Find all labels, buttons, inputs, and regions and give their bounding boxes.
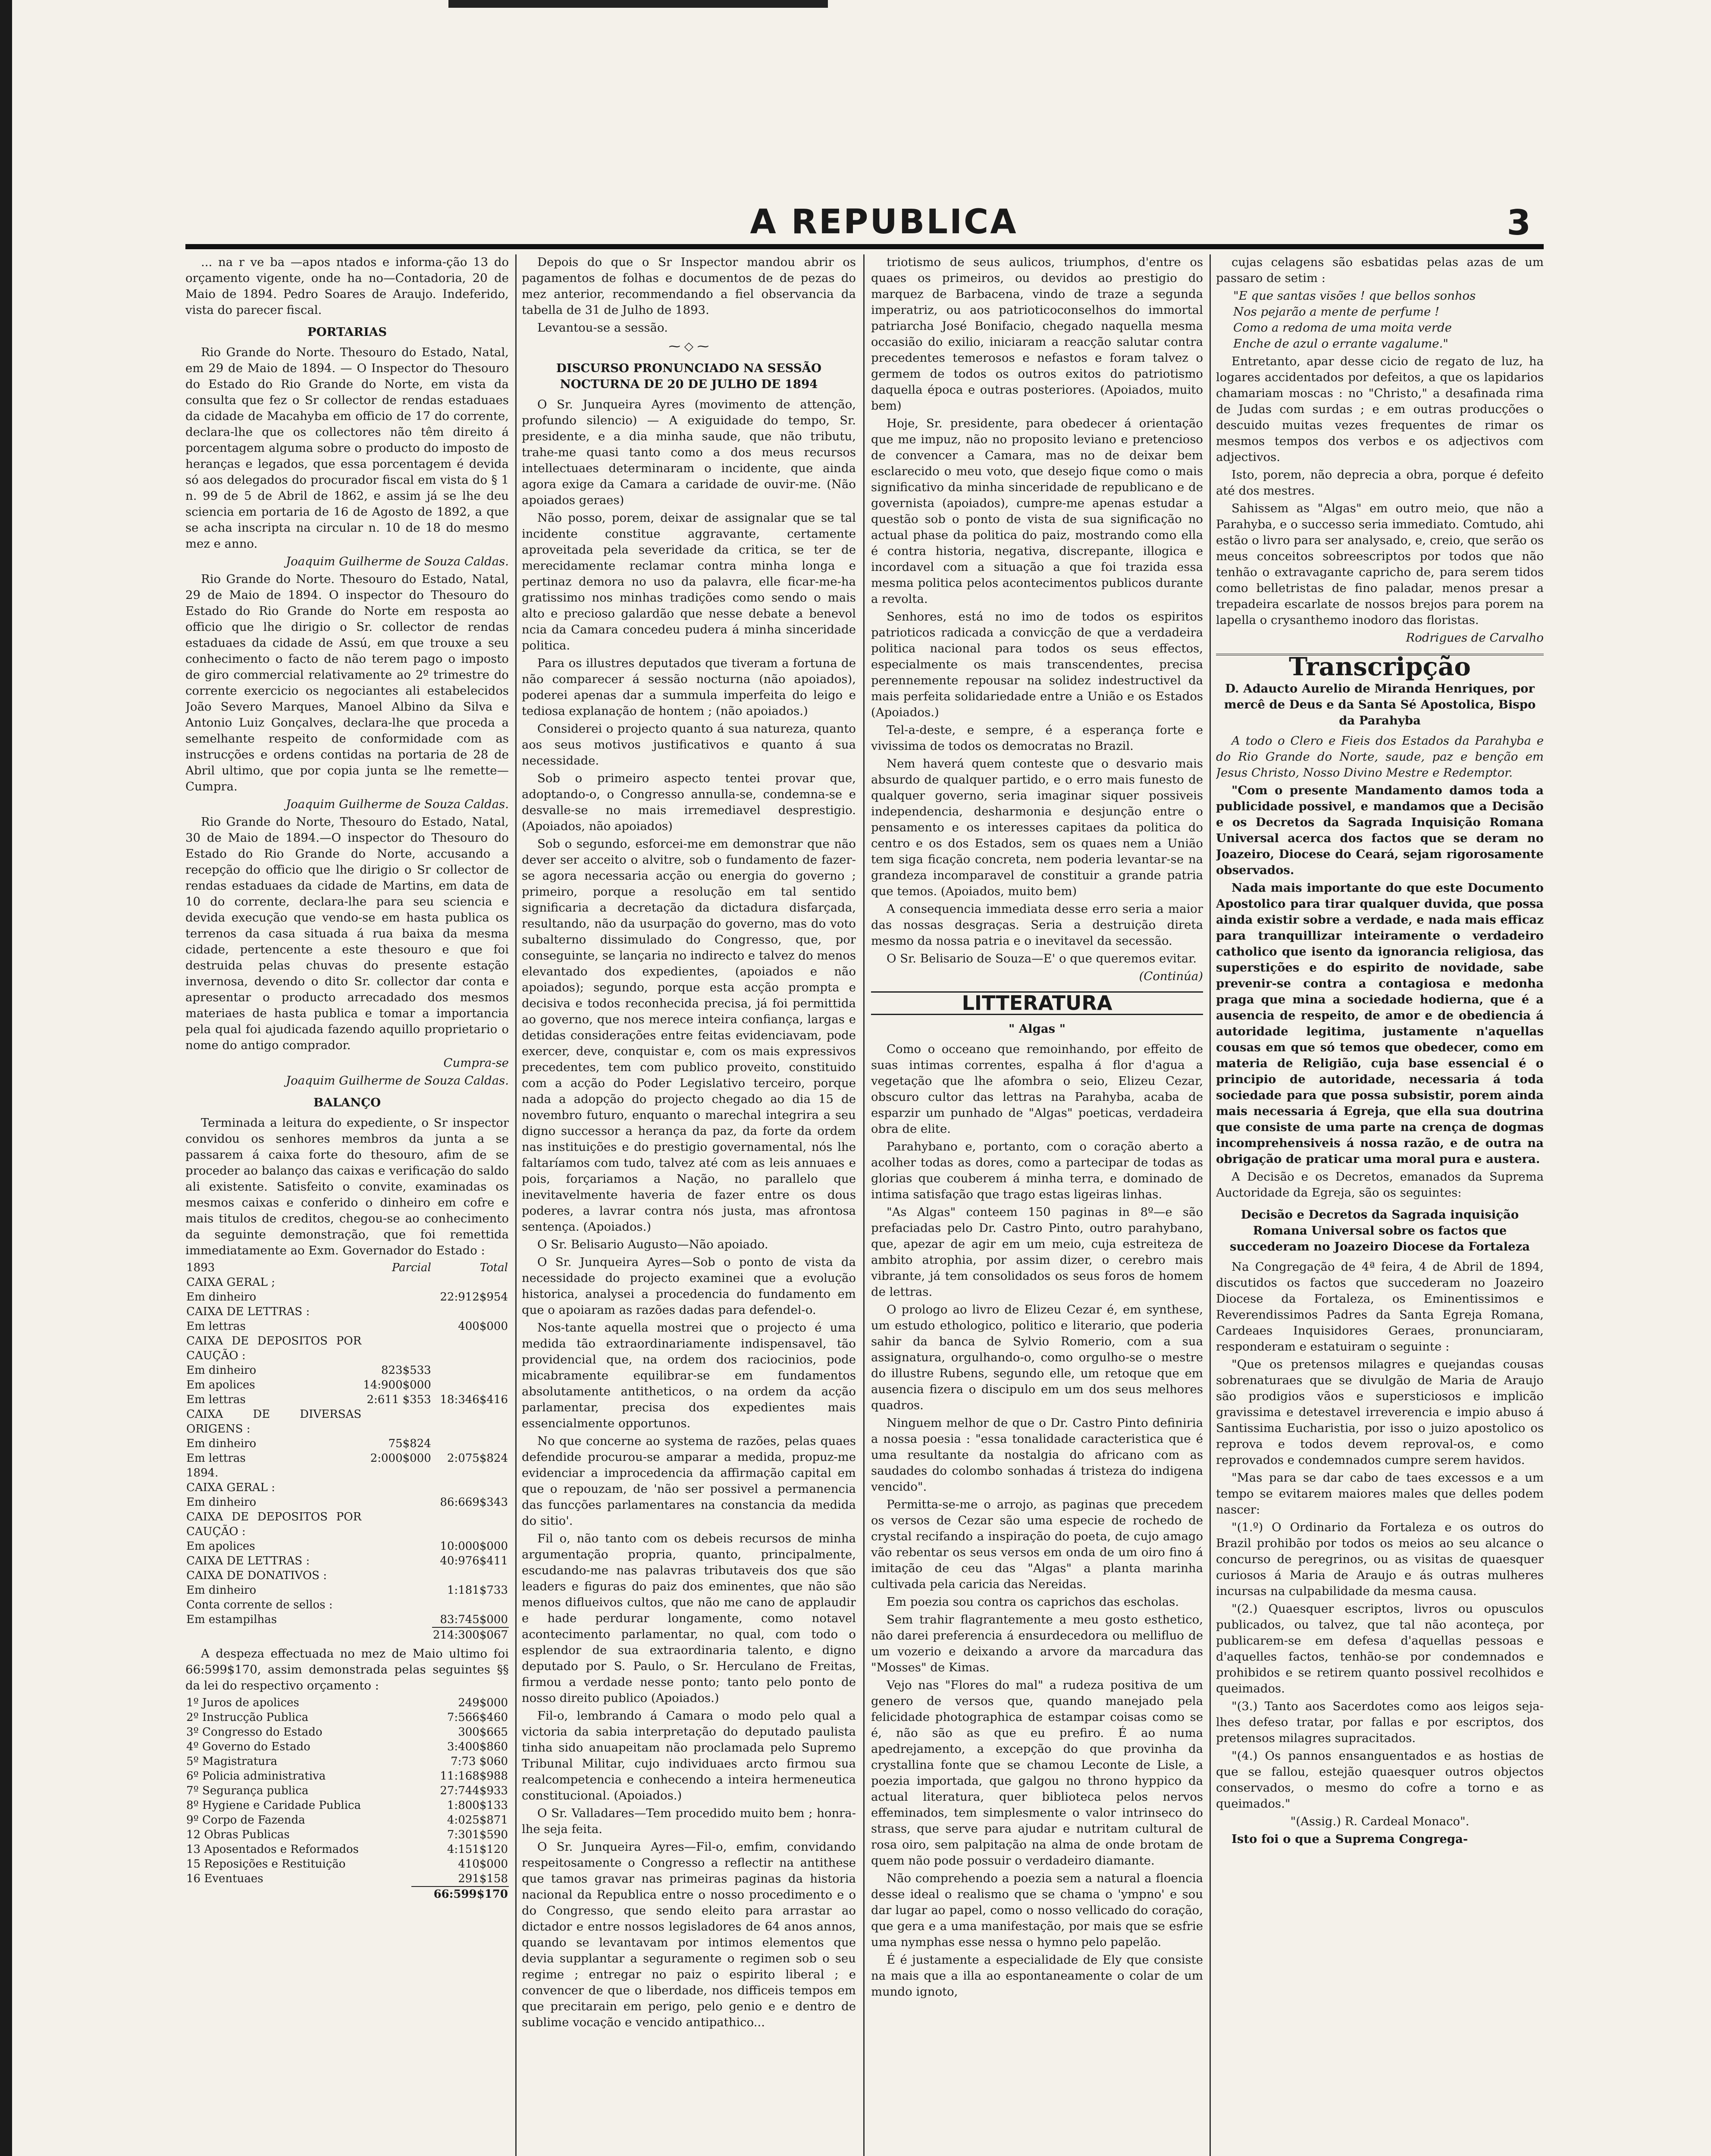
balance-value-cell [432,1304,509,1319]
paragraph: Entretanto, apar desse cicio de regato de luz, ha logares accidentados por defeitos, a que os lapidarios chamariam moscas : no "Christo," a desafinada rima de Judas com surdas ; e em outras producções o descuido muitas vezes frequentes de rimar os mesmos tempos dos verbos e os adjectivos com adjectivos. [1216,354,1544,464]
paragraph: Fil-o, lembrando á Camara o modo pelo qual a victoria da sabia interpretação do deputado paulista tinha sido anuapeitam não proclamada pelo Supremo Tribunal Militar, cujo individuaes arcto firmou sua realcompetencia e conhecendo a inteira hermeneutica constitucional. (Apoiados.) [522,1709,856,1802]
balance-value-cell [432,1568,509,1583]
balance-row [185,1275,509,1290]
portaria-text: Rio Grande do Norte. Thesouro do Estado, Natal, 29 de Maio de 1894. O inspector do Thesouro do Estado do Rio Grande do Norte em resposta ao officio que lhe dirigio o Sr. collector de rendas estaduaes da cidade de Assú, em que trouxe a seu conhecimento o facto de não terem pago o imposto de giro commercial relativamente ao 2º trimestre do corrente exercicio os negociantes ali estabelecidos João Severo Marques, Manoel Albino da Silva e Antonio Luiz Gonçalves, declara-lhe que proceda a semelhante respeito de conformidade com as instrucções e ordens contidas na portaria de 28 de Abril ultimo, que por copia junta se lhe remette—Cumpra. [185,572,509,793]
expense-label-cell: 8º Hygiene e Caridade Publica [186,1799,361,1812]
balance-label-cell: CAIXA DE DIVERSAS ORIGENS : [186,1408,362,1435]
header-cell: 1893 [186,1261,215,1274]
newspaper-header [185,203,1544,241]
paragraph: Sahissem as "Algas" em outro meio, que não a Parahyba, e o successo seria immediato. Comtudo, ahi estão o livro para ser analysado, e, creio, que serão os meus conceitos sobreescriptos por todos que não tenhão o extravagante capricho de, para serem tidos como belletristas de fino paladar, menos presar a trepadeira escarlate de nossos brejos para porem na lapella o crysanthemo inodoro das floristas. [1216,501,1544,627]
expense-total: 66:599$170 [411,1887,509,1902]
balance-value-cell: 2:611 $353 [367,1393,431,1406]
balance-value-cell [362,1598,432,1612]
balance-label-cell: Conta corrente de sellos : [186,1598,333,1611]
balance-value-cell [432,1363,509,1378]
bishop-greeting: A todo o Clero e Fieis dos Estados da Parahyba e do Rio Grande do Norte, saude, paz e benção em Jesus Christo, Nosso Divino Mestre e Redemptor. [1216,734,1544,780]
header-cell: Total [479,1261,508,1274]
paragraph: Sob o primeiro aspecto tentei provar que, adoptando-o, o Congresso annulla-se, condemna-se e desvalle-se no mais irremediavel desprestigio. (Apoiados, não apoiados) [522,771,856,833]
paragraph: triotismo de seus aulicos, triumphos, d'entre os quaes os primeiros, ou devidos ao prestigio do marquez de Barbacena, vindo de traze a segunda imperatriz, ou aos patrioticoconselhos do immortal patriarcha José Bonifacio, chegado naquella mesma occasião do exilio, iniciaram a reacção salutar contra precedentes temerosos e nefastos e foram talvez o germem de todos os outros exitos do patriotismo daquella época e outras posteriores. (Apoiados, muito bem) [871,255,1203,413]
balance-sum-row [185,1627,509,1642]
balance-label-cell: Em lettras [186,1393,246,1406]
balance-row [185,1598,509,1612]
expense-row [185,1754,509,1769]
balance-value-cell: 14:900$000 [363,1379,431,1391]
cardinal-signature: "(Assig.) R. Cardeal Monaco". [1290,1814,1470,1828]
page-number: 3 [1507,203,1531,243]
balance-label-cell: CAIXA GERAL : [186,1481,275,1494]
balance-label-cell: Em dinheiro [186,1291,257,1304]
balance-value-cell [432,1275,509,1290]
expense-table [185,1695,509,1902]
balance-label-cell: Em lettras [186,1452,246,1465]
column-4 [1216,254,1544,2156]
paragraph: Senhores, está no imo de todos os espiritos patrioticos radicada a convicção de que a verdadeira politica nacional para todos os seus effectos, especialmente os mais transcendentes, precisa perennemente repousar na solidez indestructivel da mais perfeita solidariedade entre a União e os Estados (Apoiados.) [871,610,1203,719]
expense-row [185,1783,509,1798]
balance-table-header [185,1260,509,1275]
expense-label-cell: 7º Segurança publica [186,1784,309,1797]
expense-label-cell: 4º Governo do Estado [186,1740,310,1753]
balance-value-cell [432,1378,509,1392]
column-divider [863,254,865,2156]
balance-label-cell: Em dinheiro [186,1496,257,1509]
expense-row [185,1827,509,1842]
column-2 [522,254,856,2156]
expense-value-cell: 7:566$460 [447,1711,508,1724]
balance-value-cell: 10:000$000 [440,1540,508,1553]
expense-total-row [185,1887,509,1902]
expense-label-cell: 15 Reposições e Restituição [186,1858,346,1871]
paragraph: Sem trahir flagrantemente a meu gosto esthetico, não darei preferencia á ensurdecedora ou mellifluo de um vozerio e deixando a arvore da marcadura das "Mosses" de Kimas. [871,1613,1203,1674]
expense-value-cell: 7:301$590 [447,1828,508,1841]
paragraph: cujas celagens são esbatidas pelas azas de um passaro de setim : [1216,255,1544,285]
expense-value-cell: 27:744$933 [440,1784,508,1797]
balance-label-cell: Em apolices [186,1379,255,1391]
paragraph: "Mas para se dar cabo de taes excessos e a um tempo se evitarem maiores males que delles podem nascer: [1216,1471,1544,1517]
paragraph: Nos-tante aquella mostrei que o projecto é uma medida tão extraordinariamente indispensavel, tão providencial que, na ordem dos raciocinios, pode micabramente equilibrar-se em fundamentos absolutamente antitheticos, o na ordem da acção parlamentar, precisa dos expedientes mais essencialmente opportunos. [522,1321,856,1430]
expense-value-cell: 291$158 [458,1872,508,1885]
discurso-title: DISCURSO PRONUNCIADO NA SESSÃO NOCTURNA DE 20 DE JULHO DE 1894 [556,361,822,391]
expense-row [185,1798,509,1813]
balance-value-cell [362,1568,432,1583]
decree-title: Decisão e Decretos da Sagrada inquisição Romana Universal sobre os factos que succederam no Joazeiro Diocese da Fortaleza [1229,1208,1530,1253]
balance-value-cell [362,1554,432,1568]
paragraph: Parahybano e, portanto, com o coração aberto a acolher todas as dores, como a partecipar de todas as glorias que couberem á minha terra, e dominado de intima satisfação que trago estas ligeiras linhas. [871,1140,1203,1201]
balance-label-cell: Em dinheiro [186,1584,257,1597]
intro-text: ... na r ve ba —apos ntados e informa-ção 13 do orçamento vigente, onde ha no—Contadoria, 20 de Maio de 1894. Pedro Soares de Araujo. Indeferido, vista do parecer fiscal. [185,255,509,317]
paragraph: "As Algas" conteem 150 paginas in 8º—e são prefaciadas pelo Dr. Castro Pinto, outro parahybano, que, apezar de agir em um meio, cuja estreiteza de ambito atrophia, por assim dizer, o cerebro mais vibrante, já tem consolidados os seus foros de homem de lettras. [871,1205,1203,1299]
balance-row [185,1539,509,1554]
column-divider [1210,254,1211,2156]
expense-label-cell: 2º Instrucção Publica [186,1711,309,1724]
balance-value-cell: 823$533 [381,1364,431,1377]
balance-row [185,1392,509,1407]
expense-row [185,1813,509,1827]
paragraph: Levantou-se a sessão. [537,321,668,335]
paragraph: Sob o segundo, esforcei-me em demonstrar que não dever ser acceito o alvitre, sob o fundamento de fazer-se agora necessaria acção ou energia do governo ; primeiro, porque a resolução em tal sentido significaria a decretação da dictadura disfarçada, resultando, não da usurpação do governo, mas do voto subalterno dissimulado do Congresso, que, por conseguinte, se lançaria no indirecto e talvez do menos elevantado dos expedientes, (apoiados e não apoiados); segundo, porque esta acção prompta e decisiva e todos reconhecida precisa, já foi permittida ao governo, que nos merece inteira confiança, largas e detidas considerações entre feitas evidenciavam, pode exercer, deve, conquistar e, com os mais expressivos precedentes, tem com publico proveito, constituido com a acção do Poder Legislativo terceiro, porque nada a adopção do projecto chegado ao dia 15 de novembro futuro, enquanto o marechal integrira a seu digno successor a herança da paz, da forte da ordem nas instituições e do prestigio governamental, nós lhe faltaríamos com tudo, talvez até com as leis annuaes e pois, forçariamos a Nação, no parallelo que inevitavelmente haveria de fazer entre os dous poderes, a lavrar contra nós justa, mas afrontosa sentença. (Apoiados.) [522,837,856,1234]
expense-label-cell: 5º Magistratura [186,1755,277,1768]
balance-value-cell: 1:181$733 [447,1584,508,1597]
balance-value-cell [362,1407,432,1436]
header-cell: Parcial [392,1261,431,1274]
balance-sum: 214:300$067 [432,1627,509,1642]
bishop-title: D. Adaucto Aurelio de Miranda Henriques, por mercê de Deus e da Santa Sé Apostolica, Bispo da Parahyba [1224,682,1536,727]
balance-value-cell [362,1539,432,1554]
expense-value-cell: 11:168$988 [440,1770,508,1783]
balance-row [185,1290,509,1304]
balance-label-cell: CAIXA DE LETTRAS : [186,1305,310,1318]
expense-label-cell: 13 Aposentados e Reformados [186,1843,359,1856]
balance-value-cell [362,1466,432,1480]
balance-row [185,1495,509,1510]
paragraph: A consequencia immediata desse erro seria a maior das nossas desgraças. Seria a destruição direta mesmo da nossa patria e o inevitavel da secessão. [871,902,1203,948]
expense-label-cell: 3º Congresso do Estado [186,1726,323,1739]
top-scan-mark [448,0,828,8]
balance-value-cell: 75$824 [388,1437,431,1450]
paragraph: Não posso, porem, deixar de assignalar que se tal incidente constitue aggravante, certamente aproveitada pela severidade da critica, se ter de merecidamente reclamar contra minha longa e pertinaz demora no uso da palavra, elle ficar-me-ha gratissimo nos minhas tradições como sendo o mais alto e precioso galardão que nesse debate a benevol ncia da Camara concedeu pudera á minha sinceridade politica. [522,511,856,652]
header-rule [185,244,1544,249]
balance-row [185,1466,509,1480]
balance-table [185,1260,509,1642]
paragraph: "(4.) Os pannos ensanguentados e as hostias de que se fallou, estejão quaesquer outros objectos conservados, o mesmo do cofre a torno e as queimados." [1216,1749,1544,1811]
column-1 [185,254,509,2156]
balance-value-cell [362,1510,432,1539]
paragraph: Tel-a-deste, e sempre, é a esperança forte e vivissima de todos os democratas no Brazil. [871,723,1203,753]
paragraph: A Decisão e os Decretos, emanados da Suprema Auctoridade da Egreja, são os seguintes: [1216,1170,1544,1200]
paragraph: Nem haverá quem conteste que o desvario mais absurdo de qualquer partido, e o erro mais funesto de qualquer governo, seria imaginar siquer possiveis independencia, desharmonia e desjunção entre o pensamento e os interesses capitaes da politica do centro e os dos Estados, sem os quaes nem a União tem siga ficação concreta, nem poderia levantar-se na grandeza incomparavel de constituir a grande patria que temos. (Apoiados, muito bem) [871,757,1203,898]
expense-value-cell: 4:025$871 [447,1814,508,1827]
signature: Rodrigues de Carvalho [1406,631,1544,645]
balance-value-cell [432,1480,509,1495]
paragraph: Isto, porem, não deprecia a obra, porque é defeito até dos mestres. [1216,468,1544,498]
expense-value-cell: 4:151$120 [447,1843,508,1856]
balance-row [185,1334,509,1363]
balance-row [185,1583,509,1598]
balance-label-cell: Em dinheiro [186,1437,257,1450]
balance-value-cell [432,1510,509,1539]
portaria-text: Rio Grande do Norte, Thesouro do Estado, Natal, 30 de Maio de 1894.—O inspector do Thesouro do Estado do Rio Grande do Norte, accusando a recepção do officio que lhe dirigio o Sr collector de rendas estaduaes da cidade de Martins, em data de 10 do corrente, declara-lhe para seu sciencia e devida execução que vendo-se em hasta publica os terrenos da casa situada á rua baixa da mesma cidade, pertencente a este thesouro e que foi destruida pelas chuvas do presente estação invernosa, devendo o dito Sr. collector dar conta e apresentar o producto arrecadado dos mesmos materiaes de hasta publica e tomar a importancia pela qual foi ajudicada fazendo aquillo proprietario o nome do antigo comprador. [185,815,509,1052]
algas-title: " Algas " [1008,1022,1066,1036]
litteratura-title: LITTERATURA [871,991,1203,1015]
paragraph: O Sr. Junqueira Ayres—Fil-o, emfim, convidando respeitosamente o Congresso a reflectir na antithese que tamos gravar nas primeiras paginas da historia nacional da Republica entre o nosso procedimento e o do Congresso, que sendo eleito para arrastar ao dictador e entre nossos legisladores de 64 anos annos, quando se levantavam por intimos elementos que devia supplantar a seguramente o regimen sob o seu regime ; entregar no paiz o espirito liberal ; e convencer de que o liberdade, nos difficeis tempos em que precitarain em perigo, pelo genio e e dentro de sublime vocação e vencido antipathico... [522,1840,856,2029]
balance-row [185,1568,509,1583]
expense-value-cell: 300$665 [458,1726,508,1739]
expense-value-cell: 3:400$860 [447,1740,508,1753]
balance-value-cell [362,1319,432,1334]
balance-value-cell: 2:075$824 [447,1452,508,1465]
balance-value-cell: 400$000 [458,1320,508,1333]
balance-label-cell: CAIXA DE DEPOSITOS POR CAUÇÃO : [186,1335,362,1362]
paragraph: Como o occeano que remoinhando, por effeito de suas intimas correntes, espalha á flor d'agua a vegetação que lhe afombra o seio, Elizeu Cezar, obscuro cultor das lettras na Parahyba, acaba de esparzir um punhado de "Algas" poeticas, verdadeira obra de elite. [871,1042,1203,1136]
balance-value-cell [362,1290,432,1304]
expense-label-cell: 16 Eventuaes [186,1872,263,1885]
paragraph: Não comprehendo a poezia sem a natural a floencia desse ideal o realismo que se chama o 'ympno' e sou dar lugar ao papel, como o nosso vellicado do coração, que gera e a uma manifestação, por mais que se esfrie uma nymphas esse nessa o hymno pelo papelão. [871,1871,1203,1949]
balance-value-cell: 83:745$000 [440,1613,508,1626]
paragraph: Isto foi o que a Suprema Congrega- [1232,1832,1468,1846]
paragraph: Considerei o projecto quanto á sua natureza, quanto aos seus motivos justificativos e quanto á sua necessidade. [522,722,856,768]
masthead-title: A REPUBLICA [750,203,1018,241]
balance-label-cell: CAIXA GERAL ; [186,1276,275,1289]
balance-label-cell: Em lettras [186,1320,246,1333]
paragraph: "Que os pretensos milagres e quejandas cousas sobrenaturaes que se divulgão de Maria de Araujo são prodigios vãos e supersticiosos e implicão gravissima e detestavel irreverencia e impio abuso á Santissima Eucharistia, por isso o juizo apostolico os reprova e todos devem reproval-os, e como reprovados e condemnados cumpre serem havidos. [1216,1357,1544,1467]
portaria-text: Rio Grande do Norte. Thesouro do Estado, Natal, em 29 de Maio de 1894. — O Inspector do Thesouro do Estado do Rio Grande do Norte, em vista da consulta que fez o Sr collector de rendas estaduaes da cidade de Macahyba em officio de 17 do corrente, declara-lhe que os collectores não têm direito á porcentagem alguma sobre o producto do imposto de heranças e legados, que essa porcentagem é devida só aos delegados do procurador fiscal em vista do § 1 n. 99 de 5 de Abril de 1862, e assim já se lhe deu sciencia em portaria de 16 de Agosto de 1892, a que se acha inscripta na circular n. 10 de 18 do mesmo mez e anno. [185,345,509,551]
balance-label-cell: Em apolices [186,1540,255,1553]
balance-value-cell [432,1407,509,1436]
transcripcao-title: Transcripção [1216,654,1544,675]
section-title-portarias: PORTARIAS [307,325,387,339]
balance-row [185,1436,509,1451]
paragraph: O prologo ao livro de Elizeu Cezar é, em synthese, um estudo ethologico, politico e literario, que poderia sahir da banca de Sylvio Romerio, com a sua assignatura, orgulhando-o, como orgulho-se o mestre do illustre Rubens, segundo elle, um retoque que em ausencia fizera o discipulo em um dos seus melhores quadros. [871,1303,1203,1412]
balance-row [185,1451,509,1466]
expense-label-cell: 1º Juros de apolices [186,1696,299,1709]
balance-value-cell [362,1612,432,1627]
paragraph: Depois do que o Sr Inspector mandou abrir os pagamentos de folhas e documentos de de pezas do mez anterior, recommendando a fiel observancia da tabella de 31 de Julho de 1893. [522,255,856,317]
paragraph: "(3.) Tanto aos Sacerdotes como aos leigos seja-lhes defeso tratar, por fallas e por escriptos, dos pretensos milagres supracitados. [1216,1699,1544,1745]
balanco-text: Terminada a leitura do expediente, o Sr inspector convidou os senhores membros da junta a se passarem á caixa forte do thesouro, afim de se proceder ao balanço das caixas e verificação do saldo ali existente. Satisfeito o convite, examinadas os mesmos caixas e conferido o dinheiro em cofre e mais titulos de creditos, chegou-se ao conhecimento da seguinte demonstração, que foi remettida immediatamente ao Exm. Governador do Estado : [185,1116,509,1257]
balance-row [185,1510,509,1539]
expense-row [185,1871,509,1887]
balance-row [185,1407,509,1436]
balance-value-cell: 86:669$343 [440,1496,508,1509]
paragraph: Para os illustres deputados que tiveram a fortuna de não comparecer á sessão nocturna (não apoiados), poderei apenas dar a summula imperfeita do leigo e tediosa explanação de hontem ; (não apoiados.) [522,656,856,718]
balance-label-cell: Em estampilhas [186,1613,277,1626]
poem-verse: "E que santas visões ! que bellos sonhos Nos pejarão a mente de perfume ! Como a redoma de uma moita verde Enche de azul o errante vagalume." [1233,289,1476,351]
paragraph: "(1.º) O Ordinario da Fortaleza e os outros do Brazil prohibão por todos os meios ao seu alcance o concurso de peregrinos, ou as visitas de quaesquer curiosos á Maria de Araujo e ás outras mulheres incursas na culpabilidade da mesma causa. [1216,1520,1544,1598]
balance-value-cell: 2:000$000 [370,1452,431,1465]
balance-value-cell: 22:912$954 [440,1291,508,1304]
page-edge-shadow [0,0,12,2156]
balance-value-cell [362,1583,432,1598]
balance-value-cell [432,1466,509,1480]
balance-value-cell: 18:346$416 [440,1393,508,1406]
paragraph: Nada mais importante do que este Documento Apostolico para tirar qualquer duvida, que possa ainda existir sobre a verdade, e nada mais efficaz para tranquillizar inteiramente o verdadeiro catholico que isento da ignorancia religiosa, das superstições e do espirito de novidade, sabe prevenir-se contra a contagiosa e medonha praga que mina a sociedade hodierna, que é a ausencia de respeito, de amor e de obediencia á autoridade legitima, justamente n'aquellas cousas em que só temos que obedecer, como em materia de Religião, cuja base essencial é o principio de autoridade, necessaria á toda sociedade para que possa subsistir, porem ainda mais necessaria á Egreja, que ella sua doutrina que consiste de uma parte na crença de dogmas incomprehensiveis á nossa razão, e de outra na obrigação de praticar uma moral pura e austera. [1216,881,1544,1166]
paragraph: Vejo nas "Flores do mal" a rudeza positiva de um genero de versos que, quando manejado pela felicidade photographica de estampar coisas como se é, não são as que eu prefiro. É ao numa apedrejamento, a excepção do que provinha da crystallina fonte que se chamou Leconte de Lisle, a poezia importada, que galgou no throno hyppico da actual literatura, quer biblioteca pelos nervos effeminados, tem simplesmente o valor intrinseco do strass, que serve para ajudar e nutritam cultural de rosa oiro, sem palpitação na alma de onde brotam de quem não pode possuir o verdadeiro diamante. [871,1678,1203,1868]
balance-value-cell [362,1275,432,1290]
paragraph: "Com o presente Mandamento damos toda a publicidade possivel, e mandamos que a Decisão e os Decretos da Sagrada Inquisição Romana Universal acerca dos factos que se deram no Joazeiro, Diocese do Ceará, sejam rigorosamente observados. [1216,783,1544,877]
column-divider [515,254,517,2156]
balance-label-cell: CAIXA DE DONATIVOS : [186,1569,327,1582]
balance-value-cell [362,1334,432,1363]
signature: Joaquim Guilherme de Souza Caldas. [286,797,509,811]
balance-row [185,1378,509,1392]
paragraph: O Sr. Belisario de Souza—E' o que queremos evitar. [887,952,1197,965]
balance-value-cell [432,1334,509,1363]
balance-value-cell [432,1436,509,1451]
balance-label-cell: CAIXA DE LETTRAS : [186,1554,310,1567]
balance-label-cell: Em dinheiro [186,1364,257,1377]
expense-row [185,1842,509,1857]
signature: Joaquim Guilherme de Souza Caldas. [286,555,509,568]
paragraph: Na Congregação de 4ª feira, 4 de Abril de 1894, discutidos os factos que succederam no Joazeiro Diocese da Fortaleza, os Eminentissimos e Reverendissimos Padres da Santa Egreja Romana, Cardeaes Inquisidores Geraes, pronunciaram, responderam e estatuiram o seguinte : [1216,1260,1544,1354]
balance-value-cell: 40:976$411 [440,1554,508,1567]
balance-value-cell [362,1480,432,1495]
balance-row [185,1319,509,1334]
signature: Joaquim Guilherme de Souza Caldas. [286,1074,509,1087]
expense-row [185,1695,509,1710]
expense-row [185,1769,509,1783]
expense-row [185,1857,509,1871]
paragraph: "(2.) Quaesquer escriptos, livros ou opusculos publicados, ou talvez, que tal não aconteça, por publicarem-se em defesa d'aquellas pessoas e d'aquelles factos, tenhão-se por condemnados e prohibidos e se retirem quanto possivel recolhidos e queimados. [1216,1602,1544,1695]
balance-row [185,1480,509,1495]
paragraph: O Sr. Valladares—Tem procedido muito bem ; honra-lhe seja feita. [522,1806,856,1836]
paragraph: O Sr. Belisario Augusto—Não apoiado. [537,1238,768,1251]
expense-value-cell: 410$000 [458,1858,508,1871]
expense-label-cell: 12 Obras Publicas [186,1828,290,1841]
balance-label-cell: CAIXA DE DEPOSITOS POR CAUÇÃO : [186,1510,362,1538]
balance-label-cell: 1894. [186,1467,219,1479]
paragraph: Permitta-se-me o arrojo, as paginas que precedem os versos de Cezar são uma especie de rochedo de crystal recifando a inspiração do poeta, de cujo amago vão rebentar os seus versos em onda de um oiro fino á imitação de ceu das "Algas" a planta marinha cultivada pela caricia das Nereidas. [871,1498,1203,1591]
paragraph: Ninguem melhor de que o Dr. Castro Pinto definiria a nossa poesia : "essa tonalidade caracteristica que é uma resultante da nostalgia do africano com as saudades do colombo sonhadas á tristeza do indigena vencido". [871,1416,1203,1494]
balance-value-cell [362,1495,432,1510]
expense-row [185,1710,509,1725]
balance-row [185,1554,509,1568]
expense-label-cell: 6º Policia administrativa [186,1770,326,1783]
paragraph: No que concerne ao systema de razões, pelas quaes defendide procurou-se amparar a medida, propuz-me evidenciar a improcedencia da affirmação capital em que o repouzam, de 'não ser possivel a permanencia das funcções parlamentares na constancia da medida do sitio'. [522,1434,856,1528]
expense-value-cell: 1:800$133 [447,1799,508,1812]
balance-value-cell [362,1304,432,1319]
paragraph: Em poezia sou contra os caprichos das escholas. [887,1595,1179,1609]
continua-note: (Continúa) [1139,969,1203,983]
column-3 [871,254,1203,2156]
paragraph: Fil o, não tanto com os debeis recursos de minha argumentação propria, quanto, principalmente, escudando-me nas palavras tributaveis dos que são leaders e figuras do paiz dos eminentes, que não são menos diflueivos cultos, que não me cano de applaudir e hade perdurar longamente, como notavel acontecimento parlamentar, no qual, com todo o esplendor de sua extraordinaria talento, e digno deputado por S. Paulo, o Sr. Herculano de Freitas, firmou a verdade nesse ponto; tanto pelo ponto de nosso direito publico (Apoiados.) [522,1532,856,1705]
paragraph: O Sr. Junqueira Ayres—Sob o ponto de vista da necessidade do projecto examinei que a evolução historica, analysei a procedencia do fundamento em que o apoiaram as razões dadas para defendel-o. [522,1255,856,1317]
paragraph: O Sr. Junqueira Ayres (movimento de attenção, profundo silencio) — A exiguidade do tempo, Sr. presidente, e a dia minha saude, que não tributu, trahe-me quasi tanto como a dos meus recursos intellectuaes determinaram o incidente, que ainda agora exige da Camara a caridade de ouvir-me. (Não apoiados geraes) [522,398,856,507]
balance-row [185,1612,509,1627]
balance-value-cell [432,1598,509,1612]
expense-value-cell: 249$000 [458,1696,508,1709]
expense-row [185,1725,509,1739]
expense-row [185,1739,509,1754]
balance-row [185,1363,509,1378]
expense-label-cell: 9º Corpo de Fazenda [186,1814,305,1827]
despesa-text: A despeza effectuada no mez de Maio ultimo foi 66:599$170, assim demonstrada pelas seguintes §§ da lei do respectivo orçamento : [185,1647,509,1692]
paragraph: É é justamente a especialidade de Ely que consiste na mais que a illa ao espontaneamente o colar de um mundo ignoto, [871,1953,1203,1999]
section-title-balanco: BALANÇO [313,1096,381,1109]
cumpra-text: Cumpra-se [443,1056,509,1070]
paragraph: Hoje, Sr. presidente, para obedecer á orientação que me impuz, não no proposito leviano e pretencioso de convencer a Camara, mas no de deixar bem esclarecido o meu voto, que desejo fique como o mais significativo da minha sinceridade de republicano e de governista (apoiados), cumpre-me apenas estudar a questão sob o ponto de vista de sua significação no actual phase da politica do paiz, mostrando como ella é contra historia, negativa, discrepante, illogica e incordavel com a situação a que foi trazida essa mesma politica pelos acontecimentos publicos durante a revolta. [871,417,1203,606]
expense-value-cell: 7:73 $060 [451,1755,508,1768]
balance-row [185,1304,509,1319]
ornament-divider: ⁓ ◇ ⁓ [668,339,709,353]
